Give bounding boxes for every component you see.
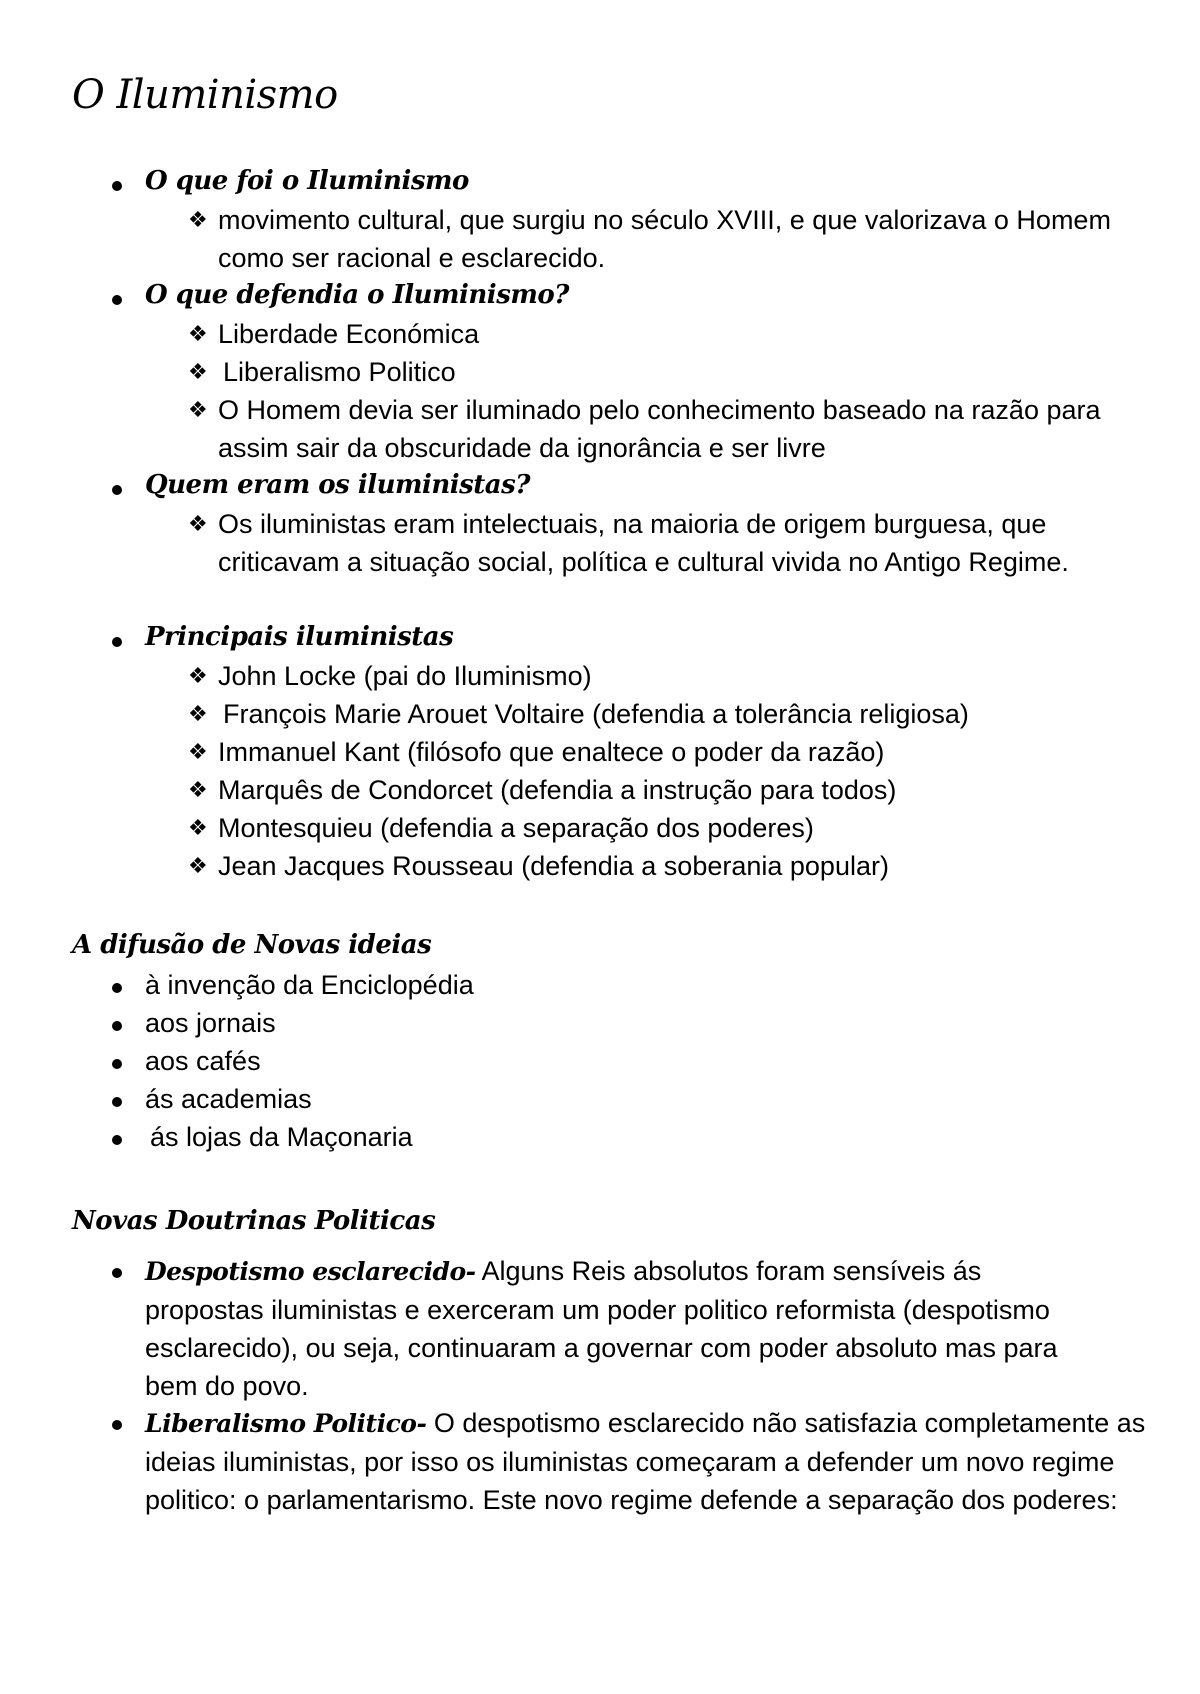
subitem-text: John Locke (pai do Iluminismo) [218, 661, 592, 691]
diamond-bullet-icon: ❖ [188, 701, 208, 726]
paragraph-despotismo [145, 1252, 1075, 1405]
bullet-dot [112, 1268, 122, 1278]
diamond-bullet-icon: ❖ [188, 815, 208, 840]
list-item: aos cafés [145, 1046, 261, 1076]
diamond-bullet-icon: ❖ [188, 663, 208, 688]
subitem-text: movimento cultural, que surgiu no século XVIII, e que valorizava o Homem como ser racional e esclarecido. [218, 205, 1111, 273]
bullet-dot [112, 181, 122, 191]
bullet-dot [112, 485, 122, 495]
diamond-bullet-icon: ❖ [188, 777, 208, 802]
diamond-bullet-icon: ❖ [188, 321, 208, 346]
diamond-bullet-icon: ❖ [188, 207, 208, 232]
list-item: ás academias [145, 1084, 312, 1114]
paragraph-text: O despotismo esclarecido não satisfazia completamente as ideias iluministas, por isso os iluministas começaram a defender um novo regime politico: o parlamentarismo. Este novo regime defende a separação dos poderes: [145, 1408, 1146, 1515]
subitem-text: Liberdade Económica [218, 319, 480, 349]
subitem-text: Liberalismo Politico [223, 357, 456, 387]
diamond-bullet-icon: ❖ [188, 739, 208, 764]
paragraph-lead: Despotismo esclarecido- [145, 1257, 476, 1286]
subitem-text: Montesquieu (defendia a separação dos poderes) [218, 813, 814, 843]
subitem-text: Os iluministas eram intelectuais, na maioria de origem burguesa, que criticavam a situação social, política e cultural vivida no Antigo Regime. [218, 509, 1069, 577]
paragraph-lead: Liberalismo Politico- [145, 1409, 427, 1438]
bullet-heading-o-que-defendia: O que defendia o Iluminismo? [145, 280, 569, 310]
list-item: ás lojas da Maçonaria [150, 1122, 413, 1152]
subitem-text: Immanuel Kant (filósofo que enaltece o poder da razão) [218, 737, 885, 767]
diamond-bullet-icon: ❖ [188, 397, 208, 422]
subitem-text: O Homem devia ser iluminado pelo conhecimento baseado na razão para assim sair da obscuridade da ignorância e ser livre [218, 395, 1101, 463]
section-title-doutrinas: Novas Doutrinas Politicas [72, 1206, 436, 1236]
bullet-dot [112, 1059, 122, 1069]
bullet-dot [112, 983, 122, 993]
list-item: aos jornais [145, 1008, 276, 1038]
bullet-heading-principais: Principais iluministas [145, 622, 454, 652]
bullet-dot [112, 1420, 122, 1430]
paragraph-liberalismo [145, 1404, 1155, 1519]
diamond-bullet-icon: ❖ [188, 359, 208, 384]
diamond-bullet-icon: ❖ [188, 853, 208, 878]
bullet-dot [112, 1097, 122, 1107]
bullet-heading-quem-eram: Quem eram os iluministas? [145, 470, 531, 500]
subitem-text: Jean Jacques Rousseau (defendia a soberania popular) [218, 851, 889, 881]
subitem-text: François Marie Arouet Voltaire (defendia a tolerância religiosa) [223, 699, 969, 729]
list-item: à invenção da Enciclopédia [145, 970, 474, 1000]
subitem-text: Marquês de Condorcet (defendia a instrução para todos) [218, 775, 897, 805]
bullet-heading-o-que-foi: O que foi o Iluminismo [145, 166, 469, 196]
bullet-dot [112, 1021, 122, 1031]
paragraph-text: Alguns Reis absolutos foram sensíveis ás propostas iluministas e exerceram um poder politico reformista (despotismo esclarecido), ou seja, continuaram a governar com poder absoluto mas para bem do povo. [145, 1256, 1058, 1401]
bullet-dot [112, 295, 122, 305]
bullet-dot [112, 1135, 122, 1145]
diamond-bullet-icon: ❖ [188, 511, 208, 536]
page-title: O Iluminismo [72, 72, 338, 118]
bullet-dot [112, 637, 122, 647]
section-title-difusao: A difusão de Novas ideias [72, 930, 432, 960]
